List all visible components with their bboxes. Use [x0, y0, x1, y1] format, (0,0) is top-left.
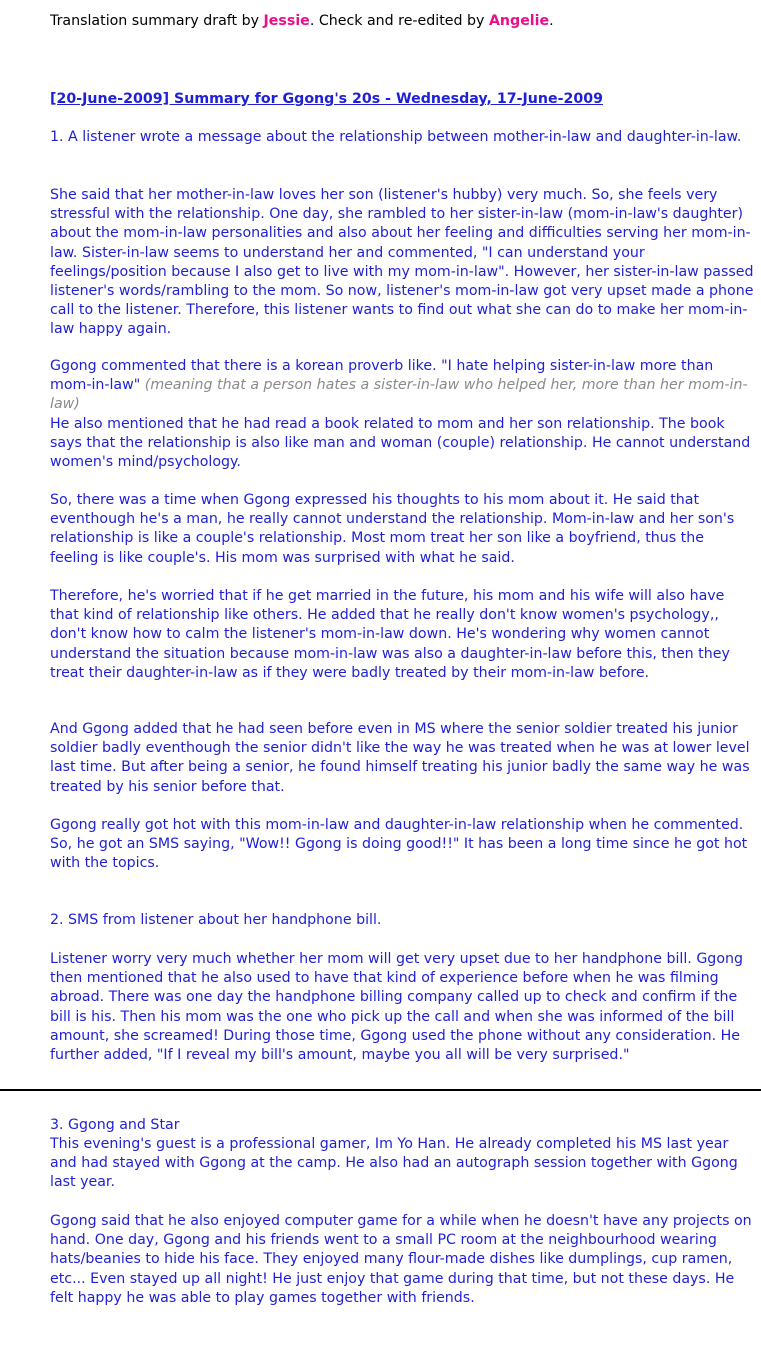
section-divider: [0, 1089, 761, 1091]
section1-paragraph-4: Therefore, he's worried that if he get married in the future, his mom and his wife will also have that kind of relationship like others. He added that he really don't know women's psychology,, don't know how to calm the listener's mom-in-law down. He's wondering why women cannot understand the situation because mom-in-law was also a daughter-in-law before this, then they treat their daughter-in-law as if they were badly treated by their mom-in-law before.: [50, 588, 730, 681]
section1-paragraph-6: Ggong really got hot with this mom-in-law and daughter-in-law relationship when he commented. So, he got an SMS saying, "Wow!! Ggong is doing good!!" It has been a long time since he got hot with the topics.: [50, 817, 748, 872]
section1-paragraph-5: And Ggong added that he had seen before even in MS where the senior soldier treated his junior soldier badly eventhough the senior didn't like the way he was treated when he was at lower level last time. But after being a senior, he found himself treating his junior badly the same way he was treated by his senior before that.: [50, 721, 750, 795]
translator-name: Jessie: [263, 13, 310, 29]
book-mention-text: He also mentioned that he had read a book related to mom and her son relationship. The book says that the relationship is also like man and woman (couple) relationship. He cannot understand women's mind/psychology.: [50, 415, 751, 471]
section1-heading: 1. A listener wrote a message about the relationship between mother-in-law and daughter-in-law.: [50, 129, 742, 145]
page-title: [20-June-2009] Summary for Ggong's 20s - Wednesday, 17-June-2009: [50, 91, 603, 107]
proverb-meaning-note: (meaning that a person hates a sister-in-law who helped her, more than her mom-in-law): [50, 377, 748, 413]
section3-paragraph-1: This evening's guest is a professional gamer, Im Yo Han. He already completed his MS last year and had stayed with Ggong at the camp. He also had an autograph session together with Ggong last year.: [50, 1136, 738, 1191]
section3-paragraph-2: Ggong said that he also enjoyed computer game for a while when he doesn't have any projects on hand. One day, Ggong and his friends went to a small PC room at the neighbourhood wearing hats/beanies to hide his face. They enjoyed many flour-made dishes like dumplings, cup ramen, etc... Even stayed up all night! He just enjoy that game during that time, but not these days. He felt happy he was able to play games together with friends.: [50, 1213, 752, 1306]
credits-prefix: Translation summary draft by: [50, 13, 264, 29]
section2-heading: 2. SMS from listener about her handphone bill.: [50, 912, 382, 928]
section1-paragraph-2: [50, 357, 755, 472]
credits-suffix: .: [549, 13, 554, 29]
editor-name: Angelie: [488, 13, 550, 29]
section1-paragraph-3: So, there was a time when Ggong expressed his thoughts to his mom about it. He said that eventhough he's a man, he really cannot understand the relationship. Mom-in-law and her son's relationship is like a couple's relationship. Most mom treat her son like a boyfriend, thus the feeling is like couple's. His mom was surprised with what he said.: [50, 492, 735, 566]
section1-paragraph-1: She said that her mother-in-law loves her son (listener's hubby) very much. So, she feels very stressful with the relationship. One day, she rambled to her sister-in-law (mom-in-law's daughter) about the mom-in-law personalities and also about her feeling and difficulties serving her mom-in-law. Sister-in-law seems to understand her and commented, "I can understand your feelings/position because I also get to live with my mom-in-law". However, her sister-in-law passed listener's words/rambling to the mom. So now, listener's mom-in-law got very upset made a phone call to the listener. Therefore, this listener wants to find out what she can do to make her mom-in-law happy again.: [50, 187, 754, 338]
credits-middle: . Check and re-edited by: [309, 13, 489, 29]
proverb-text: Ggong commented that there is a korean proverb like. "I hate helping sister-in-law more than mom-in-law": [50, 358, 714, 394]
credits-line: [50, 12, 755, 31]
section3-heading: 3. Ggong and Star: [50, 1117, 180, 1133]
section2-paragraph-1: Listener worry very much whether her mom will get very upset due to her handphone bill. Ggong then mentioned that he also used to have that kind of experience before when he was filming abroad. There was one day the handphone billing company called up to check and confirm if the bill is his. Then his mom was the one who pick up the call and when she was informed of the bill amount, she screamed! During those time, Ggong used the phone without any consideration. He further added, "If I reveal my bill's amount, maybe you all will be very surprised.": [50, 951, 743, 1064]
